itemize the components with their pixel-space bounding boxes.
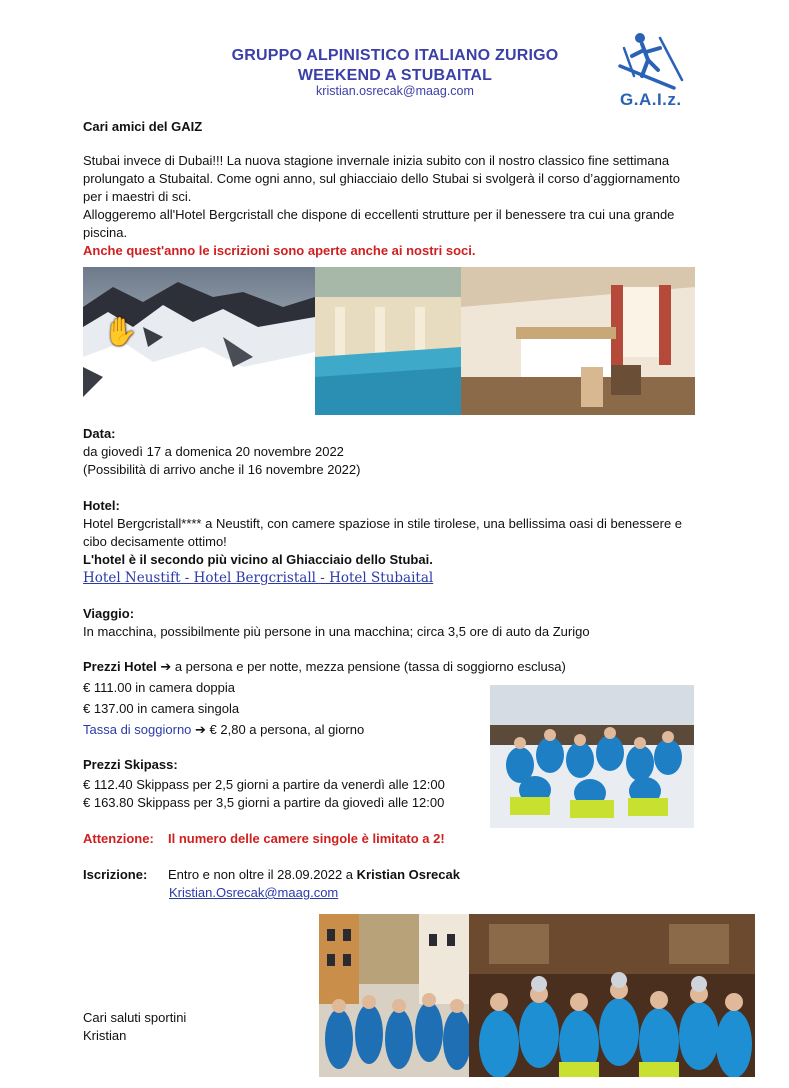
hotel-link[interactable]: Hotel Neustift - Hotel Bergcristall - Hotel Stubaital [83,570,434,586]
iscrizione-email[interactable]: Kristian.Osrecak@maag.com [169,885,339,900]
apres-ski-group-photo [469,914,755,1077]
header-email[interactable]: kristian.osrecak@maag.com [316,84,474,98]
intro-line: Alloggeremo all'Hotel Bergcristall che dispone di eccellenti strutture per il benessere tra cui una grande [83,207,675,222]
gaiz-logo [612,30,692,112]
hotel-line: cibo decisamente ottimo! [83,534,227,549]
attenzione-text: Il numero delle camere singole è limitato a 2! [168,831,445,846]
iscrizione-label: Iscrizione: [83,867,148,882]
data-title: Data: [83,426,116,441]
title-line-2: WEEKEND A STUBAITAL [297,67,493,84]
mountain-photo [83,267,315,415]
pool-photo [315,267,461,415]
intro-line: piscina. [83,225,128,240]
intro-line: prolungato a Stubaital. Come ogni anno, sul ghiacciaio dello Stubai si svolgerà il corso d’aggiornamento [83,171,680,186]
prezzi-hotel-row [83,658,566,676]
prezzi-hotel-desc: a persona e per notte, mezza pensione (tassa di soggiorno esclusa) [171,659,566,674]
closing-line: Cari saluti sportini [83,1010,187,1025]
tassa-row [83,721,364,739]
title-line-1: GRUPPO ALPINISTICO ITALIANO ZURIGO [231,47,559,64]
price-doppia: € 111.00 in camera doppia [83,680,236,695]
skipass-title: Prezzi Skipass: [83,757,178,772]
data-line: (Possibilità di arrivo anche il 16 novembre 2022) [83,462,361,477]
price-singola: € 137.00 in camera singola [83,701,240,716]
intro-line: per i maestri di sci. [83,189,192,204]
ski-group-photo [490,685,694,828]
hotel-room-photo [461,267,695,415]
hotel-bold-line: L'hotel è il secondo più vicino al Ghiacciaio dello Stubai. [83,552,433,567]
iscrizione-text: Entro e non oltre il 28.09.2022 a [168,867,357,882]
arrow-right-icon: ➔ [195,722,206,737]
greeting: Cari amici del GAIZ [83,119,203,134]
attenzione-label: Attenzione: [83,831,154,846]
viaggio-line: In macchina, possibilmente più persone in una macchina; circa 3,5 ore di auto da Zurigo [83,624,590,639]
intro-line: Stubai invece di Dubai!!! La nuova stagione invernale inizia subito con il nostro classico fine settimana [83,153,670,168]
skipass-line: € 163.80 Skippass per 3,5 giorni a partire da giovedì alle 12:00 [83,795,445,810]
arrow-right-icon: ➔ [160,659,172,674]
innsbruck-group-photo [319,914,469,1077]
hand-cursor-icon: ✋ [103,316,138,347]
tassa-link[interactable]: Tassa di soggiorno [83,722,192,737]
iscrizione-row [168,866,460,884]
skipass-line: € 112.40 Skippass per 2,5 giorni a partire da venerdì alle 12:00 [83,777,445,792]
iscrizione-name: Kristian Osrecak [356,867,460,882]
tassa-value: € 2,80 a persona, al giorno [205,722,365,737]
hotel-line: Hotel Bergcristall**** a Neustift, con camere spaziose in stile tirolese, una bellissima oasi di benessere e [83,516,683,531]
viaggio-title: Viaggio: [83,606,135,621]
hotel-title: Hotel: [83,498,120,513]
data-line: da giovedì 17 a domenica 20 novembre 2022 [83,444,344,459]
intro-highlight: Anche quest'anno le iscrizioni sono aperte anche ai nostri soci. [83,243,476,258]
prezzi-hotel-title: Prezzi Hotel [83,659,157,674]
closing-signature: Kristian [83,1028,127,1043]
logo-text: G.A.I.z. [620,90,682,109]
